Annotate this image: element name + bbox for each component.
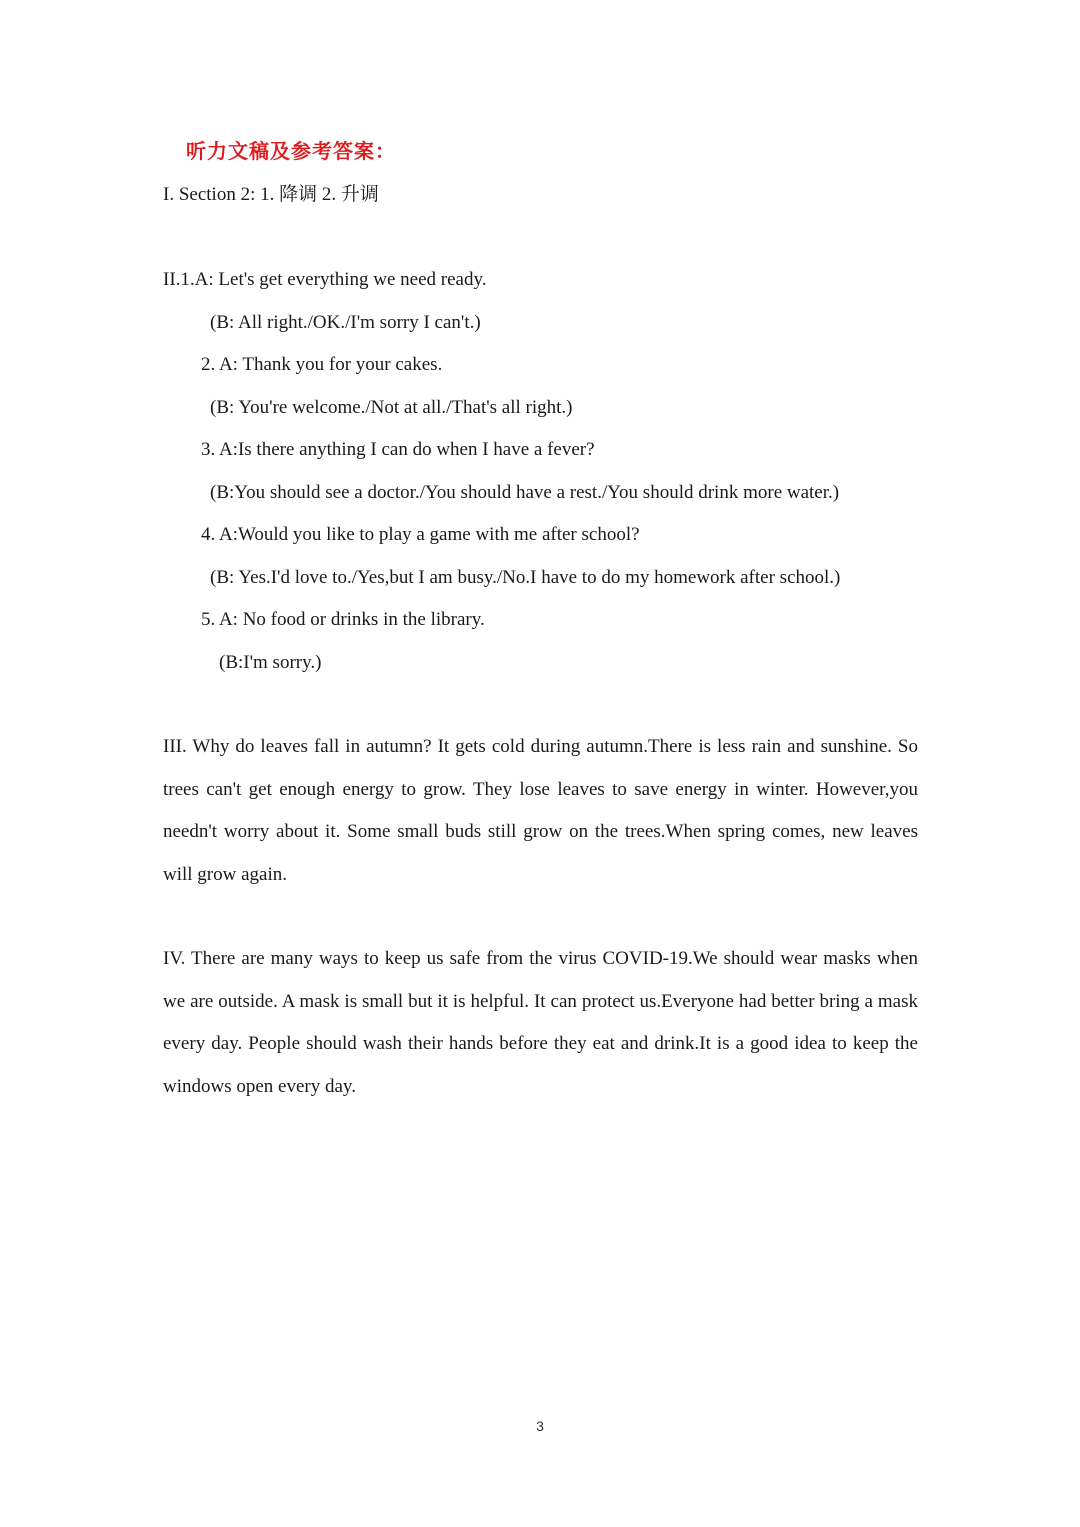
section-4-line: windows open every day.	[163, 1076, 356, 1097]
section-4-line: every day. People should wash their hands before they eat and drink.It is a good idea to keep the	[163, 1033, 918, 1054]
dialogue-line: II.1.A: Let's get everything we need ready.	[163, 269, 487, 290]
section-4-line: we are outside. A mask is small but it is helpful. It can protect us.Everyone had better bring a mask	[163, 991, 918, 1012]
dialogue-answer: (B: Yes.I'd love to./Yes,but I am busy./No.I have to do my homework after school.)	[210, 567, 841, 588]
section-4-line: IV. There are many ways to keep us safe from the virus COVID-19.We should wear masks when	[163, 948, 918, 969]
page-heading: 听力文稿及参考答案：	[186, 141, 396, 163]
dialogue-line: 3. A:Is there anything I can do when I have a fever?	[201, 439, 595, 460]
dialogue-answer: (B:You should see a doctor./You should have a rest./You should drink more water.)	[210, 482, 840, 503]
section-3-line: needn't worry about it. Some small buds still grow on the trees.When spring comes, new leaves	[163, 821, 918, 842]
section-3-line: trees can't get enough energy to grow. They lose leaves to save energy in winter. However,you	[163, 779, 918, 800]
section-3-line: will grow again.	[163, 864, 288, 885]
dialogue-answer: (B: You're welcome./Not at all./That's all right.)	[210, 397, 573, 418]
page-number: 3	[536, 1418, 544, 1434]
dialogue-line: 5. A: No food or drinks in the library.	[201, 609, 485, 630]
dialogue-answer: (B:I'm sorry.)	[219, 652, 322, 673]
dialogue-line: 2. A: Thank you for your cakes.	[201, 354, 443, 375]
section-3-line: III. Why do leaves fall in autumn? It gets cold during autumn.There is less rain and sunshine. So	[163, 736, 918, 757]
dialogue-line: 4. A:Would you like to play a game with me after school?	[201, 524, 640, 545]
dialogue-answer: (B: All right./OK./I'm sorry I can't.)	[210, 312, 481, 333]
section-1-answer: I. Section 2: 1. 降调 2. 升调	[163, 184, 379, 205]
